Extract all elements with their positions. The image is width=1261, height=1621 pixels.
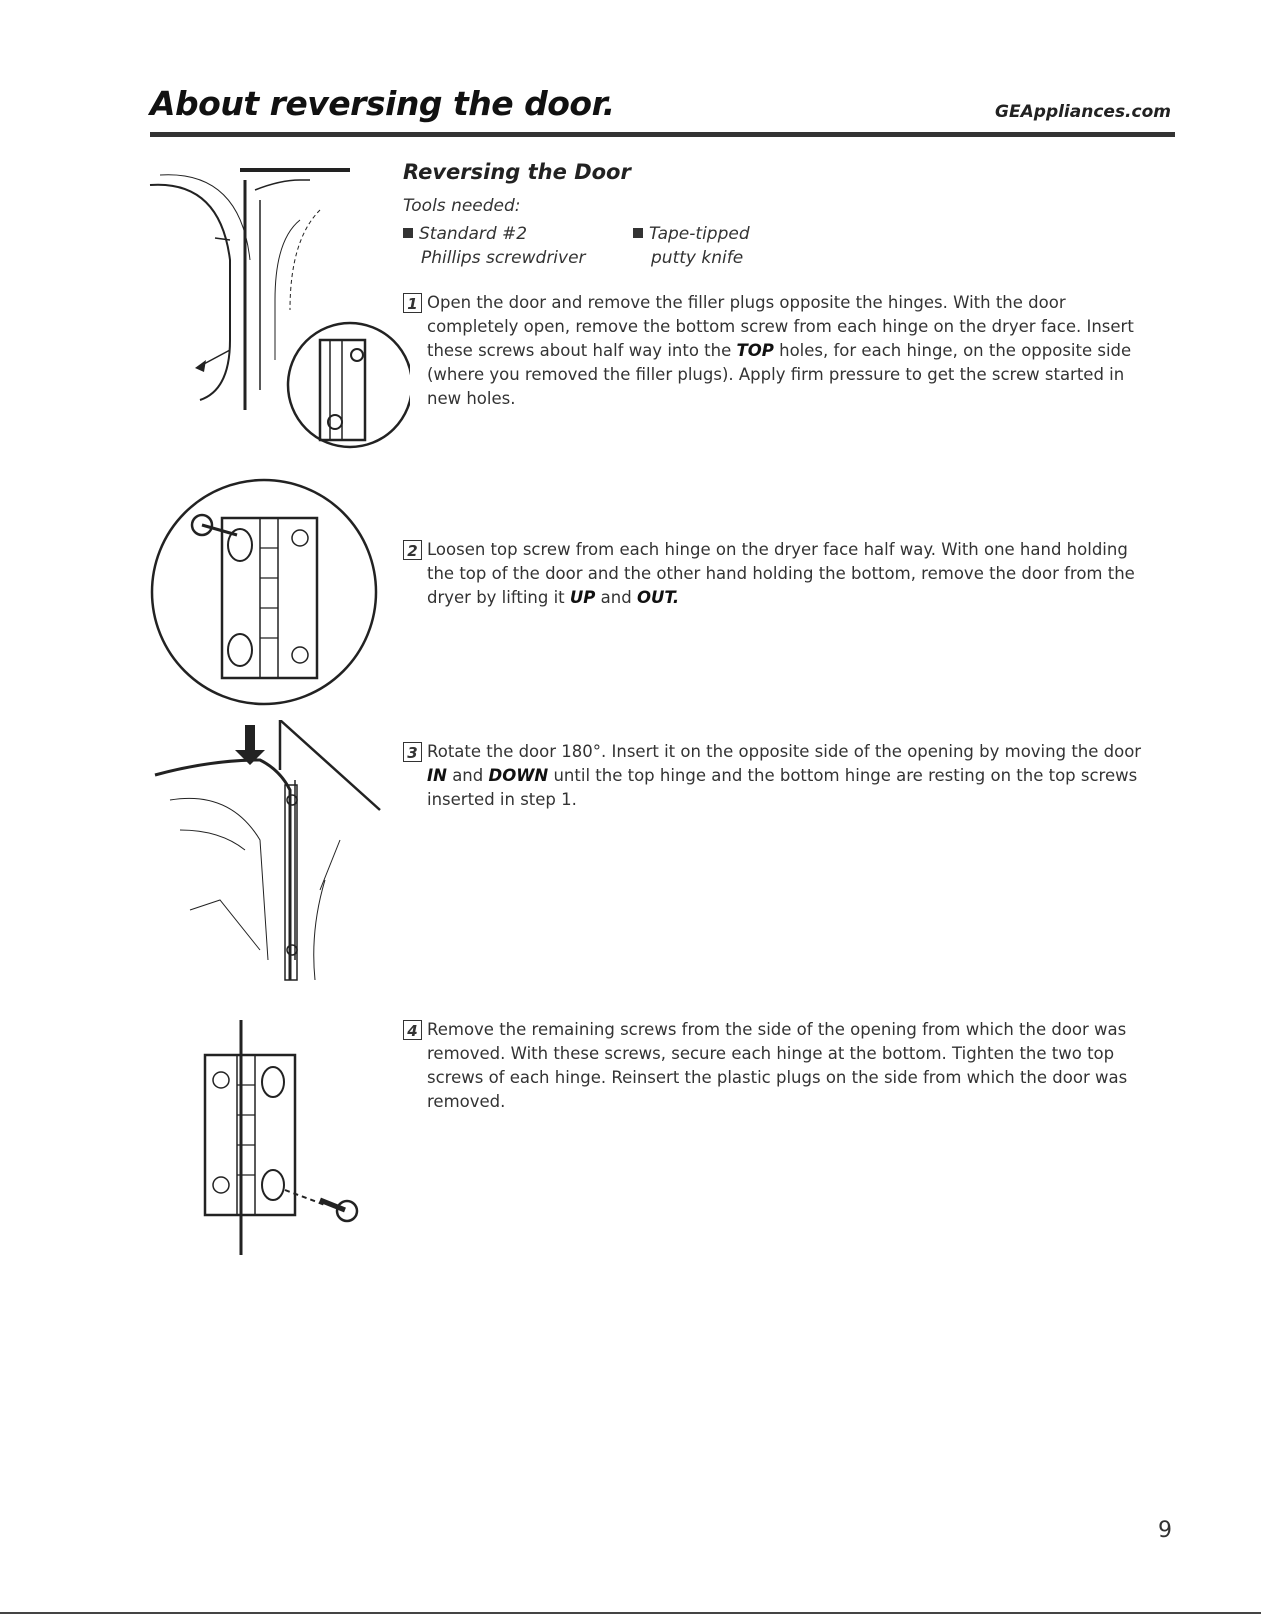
step-4 <box>403 1018 1143 1114</box>
page-title: About reversing the door. <box>150 84 615 123</box>
page-number: 9 <box>1158 1518 1172 1543</box>
step-number: 4 <box>403 1020 422 1040</box>
tool-putty-knife <box>633 222 750 270</box>
step-number: 1 <box>403 293 422 313</box>
bottom-rule <box>0 1612 1261 1614</box>
step-number: 2 <box>403 540 422 560</box>
tools-label: Tools needed: <box>403 196 521 216</box>
step-3 <box>403 740 1143 812</box>
step-1 <box>403 291 1143 411</box>
bullet-icon <box>633 228 643 238</box>
hinge-removal-illustration <box>140 160 410 460</box>
tool-screwdriver <box>403 222 586 270</box>
step-text: Remove the remaining screws from the side of the opening from which the door was removed. With these screws, secure each hinge at the bottom. Tighten the two top screws of each hinge. Reinsert the plastic plugs on the side from which the door was removed. <box>427 1020 1128 1111</box>
site-url: GEAppliances.com <box>995 102 1171 122</box>
door-placement-illustration <box>150 720 390 990</box>
step-text: Loosen top screw from each hinge on the dryer face half way. With one hand holding the top of the door and the other hand holding the bottom, remove the door from the dryer by lifting it UP and OUT. <box>427 540 1135 607</box>
tool-line1: Standard #2 <box>419 224 528 244</box>
step-text: Open the door and remove the filler plugs opposite the hinges. With the door completely open, remove the bottom screw from each hinge on the dryer face. Insert these screws about half way into the TOP holes, for each hinge, on the opposite side (where you removed the filler plugs). Apply firm pressure to get the screw started in new holes. <box>427 293 1134 408</box>
tool-line2: Phillips screwdriver <box>421 248 586 268</box>
title-rule <box>150 132 1175 137</box>
tool-line1: Tape-tipped <box>649 224 750 244</box>
step-2 <box>403 538 1143 610</box>
step-number: 3 <box>403 742 422 762</box>
hinge-reattach-illustration <box>195 1020 375 1260</box>
section-title: Reversing the Door <box>403 160 631 184</box>
tool-line2: putty knife <box>651 248 744 268</box>
hinge-closeup-illustration <box>142 470 387 715</box>
step-text: Rotate the door 180°. Insert it on the opposite side of the opening by moving the door IN and DOWN until the top hinge and the bottom hinge are resting on the top screws inserted in step 1. <box>427 742 1142 809</box>
